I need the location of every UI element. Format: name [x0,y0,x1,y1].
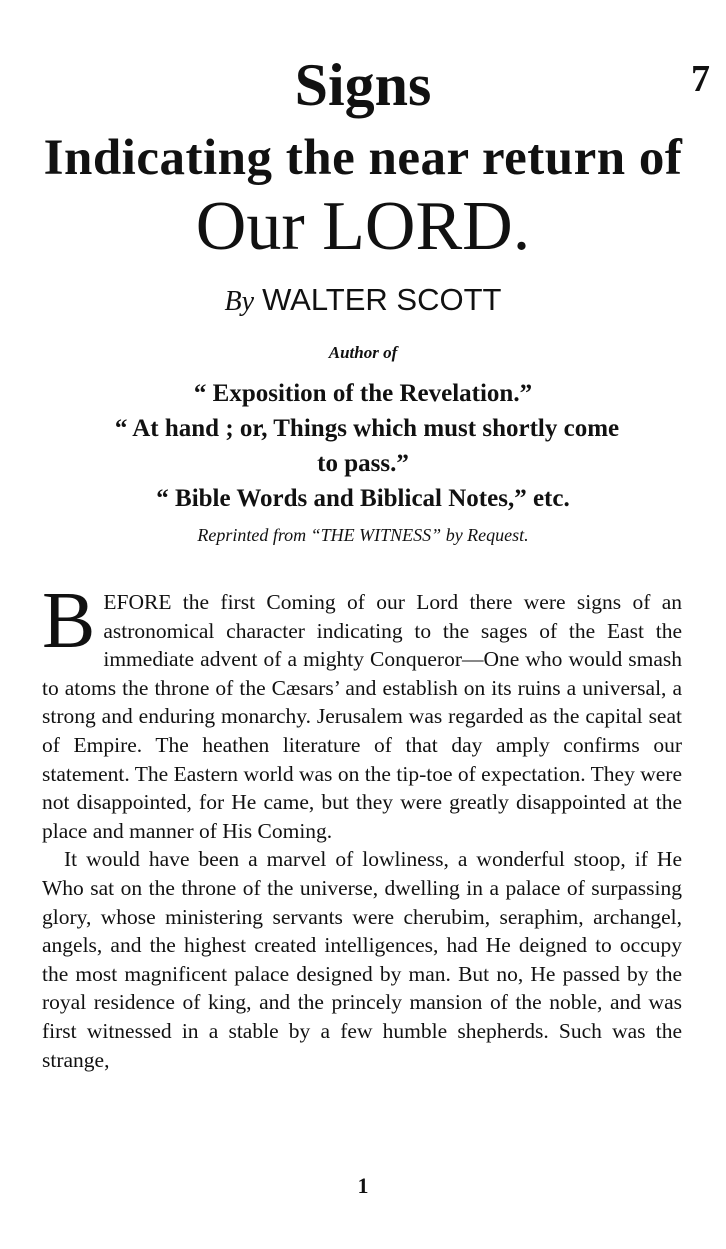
author-name: WALTER SCOTT [262,282,502,317]
byline-by: By [224,286,255,317]
author-of-label: Author of [328,343,398,362]
work-title: “ Exposition of the Revelation.” [193,380,533,407]
paragraph: It would have been a marvel of lowliness, a wonderful stoop, if He Who sat on the throne of the universe, dwelling in a palace of surpassing glory, whose ministering servants were cherubim, seraphim, archangel, angels, and the highest created intelligences, had He deigned to occupy the most magnificent palace designed by man. But no, He passed by the royal residence of king, and the princely mansion of the noble, and was first witnessed in a stable by a few humble shepherds. Such was the strange, [42,847,682,1072]
paragraph [42,577,682,845]
title-signs: Signs [294,52,432,118]
drop-cap: B [42,577,96,665]
title-subheading: Indicating the near return of [43,130,683,186]
author-byline [0,284,726,316]
page-number: 1 [357,1173,369,1198]
corner-mark: 7 [691,58,710,100]
author-works-list [0,376,726,516]
work-title: “ At hand ; or, Things which must shortly come [114,415,620,442]
body-text [42,577,682,1074]
work-title-continued: to pass.” [317,450,409,477]
title-our-lord: Our LORD. [195,188,531,265]
work-title: “ Bible Words and Biblical Notes,” etc. [156,485,570,512]
paragraph-text: EFORE the first Coming of our Lord there were signs of an astronomical character indicating to the sages of the East the immediate advent of a mighty Conqueror—One who would smash to atoms the throne of the Cæsars’ and establish on its ruins a universal, a strong and enduring monarchy. Jerusalem was regarded as the capital seat of Empire. The heathen literature of that day amply confirms our statement. The Eastern world was on the tip-toe of expectation. They were not disappointed, for He came, but they were greatly disappointed at the place and manner of His Coming. [42,590,682,843]
reprint-note: Reprinted from “THE WITNESS” by Request. [197,525,529,545]
